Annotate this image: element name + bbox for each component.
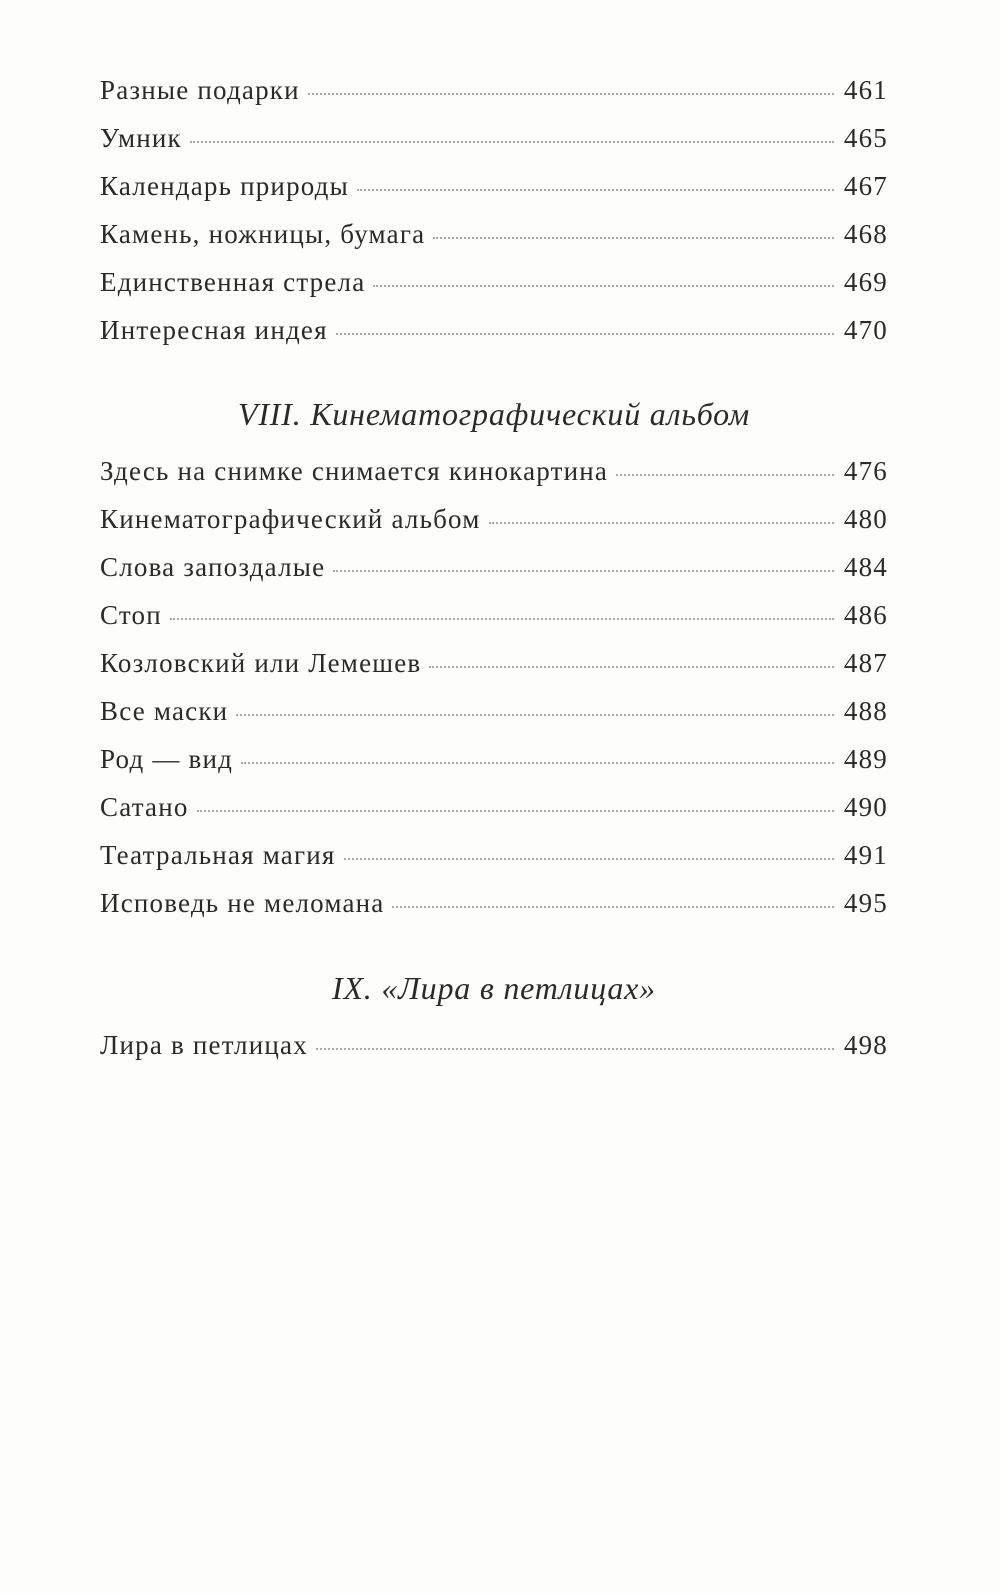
- section-heading: VIII. Кинематографический альбом: [238, 396, 750, 432]
- toc-dot-leader: [308, 93, 834, 95]
- toc-dot-leader: [316, 1048, 834, 1050]
- toc-entry-page: 480: [843, 504, 888, 534]
- toc-entry: [100, 543, 888, 591]
- toc-dot-leader: [236, 714, 834, 716]
- toc-dot-leader: [190, 141, 834, 143]
- toc-entry-page: 490: [843, 792, 888, 822]
- toc-entry-page: 467: [843, 171, 888, 201]
- toc-entry-title: Умник: [100, 123, 182, 153]
- toc-entry: [100, 258, 888, 306]
- toc-entry-page: 488: [843, 696, 888, 726]
- toc-dot-leader: [392, 906, 834, 908]
- toc-dot-leader: [433, 237, 834, 239]
- toc-group-2: [100, 1021, 888, 1069]
- toc-dot-leader: [197, 810, 834, 812]
- toc-entry: [100, 831, 888, 879]
- toc-dot-leader: [336, 333, 834, 335]
- toc-entry: [100, 114, 888, 162]
- toc-entry: [100, 1021, 888, 1069]
- toc-entry-page: 461: [843, 75, 888, 105]
- toc-entry-page: 476: [843, 456, 888, 486]
- toc-entry: [100, 306, 888, 354]
- toc-entry-title: Календарь природы: [100, 171, 349, 201]
- toc-entry-title: Козловский или Лемешев: [100, 648, 422, 678]
- toc-entry-page: 468: [843, 219, 888, 249]
- toc-entry-page: 465: [843, 123, 888, 153]
- toc-dot-leader: [357, 189, 834, 191]
- toc-entry: [100, 879, 888, 927]
- toc-entry: [100, 783, 888, 831]
- toc-entry: [100, 591, 888, 639]
- toc-entry: [100, 447, 888, 495]
- toc-entry-title: Сатано: [100, 792, 189, 822]
- toc-entry: [100, 639, 888, 687]
- section-heading: IX. «Лира в петлицах»: [331, 970, 656, 1006]
- toc-entry-title: Здесь на снимке снимается кинокартина: [100, 456, 609, 486]
- toc-entry-title: Камень, ножницы, бумага: [100, 219, 426, 249]
- toc-entry-title: Интересная индея: [100, 315, 328, 345]
- toc-entry-title: Слова запоздалые: [100, 552, 326, 582]
- toc-entry-page: 495: [843, 888, 888, 918]
- toc-entry-title: Кинематографический альбом: [100, 504, 481, 534]
- toc-entry-title: Разные подарки: [100, 75, 300, 105]
- toc-entry-page: 498: [843, 1030, 888, 1060]
- toc-entry: [100, 735, 888, 783]
- toc-dot-leader: [344, 858, 834, 860]
- toc-entry-title: Единственная стрела: [100, 267, 366, 297]
- toc-entry-page: 484: [843, 552, 888, 582]
- toc-entry-page: 469: [843, 267, 888, 297]
- toc-group-0: [100, 66, 888, 354]
- toc-dot-leader: [489, 522, 834, 524]
- toc-entry: [100, 687, 888, 735]
- toc-entry-page: 486: [843, 600, 888, 630]
- toc-entry-title: Род — вид: [100, 744, 234, 774]
- toc-entry-page: 491: [843, 840, 888, 870]
- toc-entry-page: 489: [843, 744, 888, 774]
- toc-entry-title: Исповедь не меломана: [100, 888, 385, 918]
- toc-entry-title: Театральная магия: [100, 840, 336, 870]
- toc-entry: [100, 210, 888, 258]
- toc-entry-page: 487: [843, 648, 888, 678]
- toc-entry: [100, 66, 888, 114]
- toc-entry: [100, 495, 888, 543]
- toc-dot-leader: [616, 474, 834, 476]
- toc-dot-leader: [373, 285, 834, 287]
- toc-entry-title: Все маски: [100, 696, 229, 726]
- toc-entry-title: Стоп: [100, 600, 162, 630]
- toc-entry-title: Лира в петлицах: [100, 1030, 308, 1060]
- toc-entry: [100, 162, 888, 210]
- toc-dot-leader: [241, 762, 834, 764]
- toc-entry-page: 470: [843, 315, 888, 345]
- toc-dot-leader: [333, 570, 834, 572]
- toc-dot-leader: [429, 666, 834, 668]
- toc-group-1: [100, 447, 888, 927]
- toc-dot-leader: [170, 618, 834, 620]
